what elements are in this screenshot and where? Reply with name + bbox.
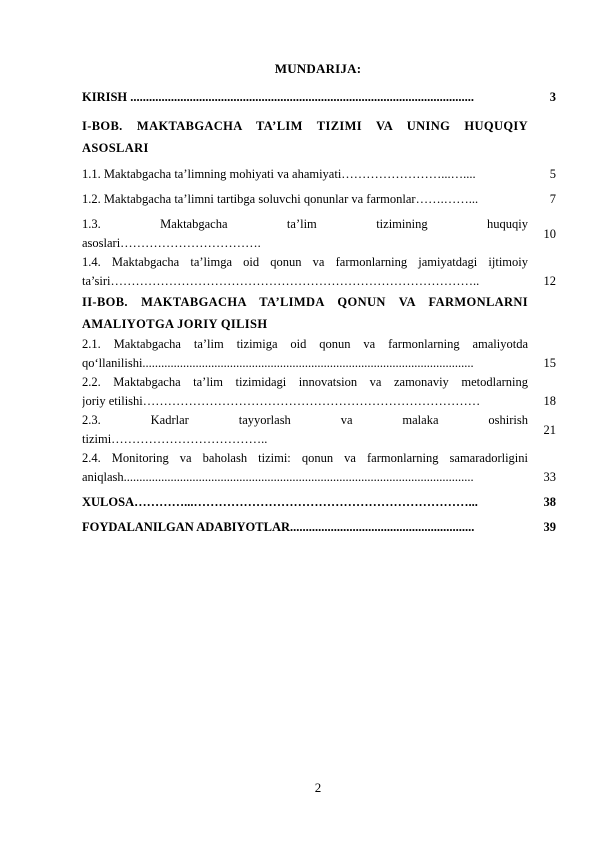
toc-entry-text-block: [82, 253, 528, 291]
toc-entry-1-4[interactable]: [82, 253, 556, 291]
toc-entry-text-block: [82, 411, 528, 449]
toc-entry-line-1: 1.4. Maktabgacha ta’limga oid qonun va farmonlarning jamiyatdagi ijtimoiy: [82, 255, 528, 269]
toc-entry-page: 7: [549, 192, 556, 206]
toc-entry-kirish[interactable]: [82, 88, 556, 107]
toc-entry-line-2: qo‘llanilishi..........................................................................................................: [82, 356, 474, 370]
toc-entry-line-1: 2.3. Kadrlar tayyorlash va malaka oshirish: [82, 413, 528, 427]
page-title: MUNDARIJA:: [274, 61, 362, 76]
toc-entry-line-2: asoslari…………………………….: [82, 236, 261, 250]
toc-entry-text: FOYDALANILGAN ADABIYOTLAR...........................................................: [82, 520, 475, 534]
toc-entry-page: 39: [543, 520, 556, 534]
toc-entry-line-1: 2.1. Maktabgacha ta’lim tizimiga oid qonun va farmonlarning amaliyotda: [82, 337, 528, 351]
toc-entry-2-4[interactable]: [82, 449, 556, 487]
toc-entry-line-1: 1.3. Maktabgacha ta’lim tizimining huquqiy: [82, 217, 528, 231]
toc-entry-page: 12: [543, 274, 556, 288]
toc-entry-adabiyotlar[interactable]: [82, 518, 556, 537]
toc-entry-line-2: aniqlash................................................................................................................: [82, 470, 474, 484]
toc-entry-1-2[interactable]: [82, 190, 556, 209]
toc-entry-page: 18: [543, 394, 556, 408]
toc-entry-page: 21: [543, 422, 556, 437]
toc-entry-2-1[interactable]: [82, 335, 556, 373]
toc-entry-page: 10: [543, 226, 556, 241]
toc-entry-page: 15: [543, 356, 556, 370]
toc-entry-text-block: [82, 373, 528, 411]
table-of-contents: [82, 88, 556, 537]
toc-entry-xulosa[interactable]: [82, 493, 556, 512]
toc-chapter-1-heading: [82, 115, 556, 159]
toc-entry-text: KIRISH ..............................................................................................................: [82, 90, 475, 104]
toc-entry-page: 33: [543, 470, 556, 484]
toc-entry-1-1[interactable]: [82, 165, 556, 184]
toc-entry-text-block: [82, 335, 528, 373]
toc-entry-text-block: [82, 215, 528, 253]
toc-entry-text: 1.2. Maktabgacha ta’limni tartibga soluvchi qonunlar va farmonlar…….……...: [82, 192, 479, 206]
toc-entry-page: 3: [549, 90, 556, 104]
toc-chapter-2-heading: [82, 291, 556, 335]
toc-entry-1-3[interactable]: [82, 215, 556, 253]
toc-entry-2-3[interactable]: [82, 411, 556, 449]
toc-entry-line-2: tizimi………………………………..: [82, 432, 268, 446]
toc-entry-line-1: 2.2. Maktabgacha ta’lim tizimidagi innovatsion va zamonaviy metodlarning: [82, 375, 528, 389]
toc-entry-page: 5: [549, 167, 556, 181]
toc-entry-text-block: [82, 449, 528, 487]
toc-entry-text: XULOSA…………...…………………………………………………………...: [82, 495, 478, 509]
page-number: 2: [314, 780, 322, 795]
toc-entry-text: 1.1. Maktabgacha ta’limning mohiyati va ahamiyati……………………...…....: [82, 167, 476, 181]
toc-entry-2-2[interactable]: [82, 373, 556, 411]
toc-entry-line-2: joriy etilishi………………………………………………………………………: [82, 394, 481, 408]
toc-chapter-title: II-BOB. MAKTABGACHA TA’LIMDA QONUN VA FARMONLARNI AMALIYOTGA JORIY QILISH: [82, 295, 528, 331]
toc-entry-line-2: ta’siri……………………………………………………………………………..: [82, 274, 480, 288]
toc-entry-line-1: 2.4. Monitoring va baholash tizimi: qonun va farmonlarning samaradorligini: [82, 451, 528, 465]
toc-chapter-title: I-BOB. MAKTABGACHA TA’LIM TIZIMI VA UNING HUQUQIY ASOSLARI: [82, 119, 528, 155]
toc-entry-page: 38: [543, 495, 556, 509]
